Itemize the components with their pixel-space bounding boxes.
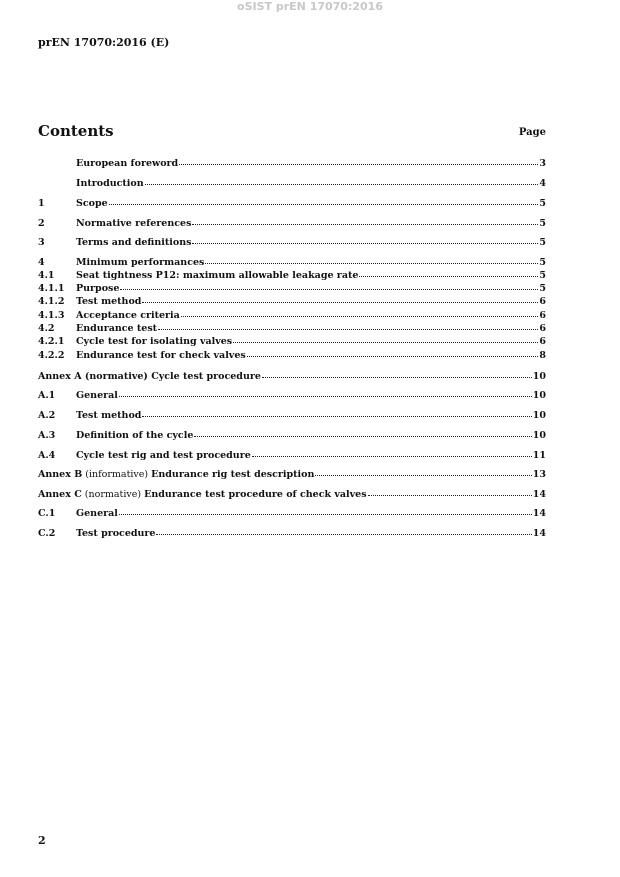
dot-leader — [181, 308, 539, 317]
toc-entry-number: 1 — [38, 198, 45, 209]
toc-entry-endurance-test[interactable] — [38, 322, 546, 334]
toc-entry-number: 4.1.1 — [38, 283, 65, 294]
toc-entry-page: 5 — [539, 257, 546, 268]
toc-entry-number: 4.2.1 — [38, 336, 65, 347]
toc-entry-number: A.3 — [38, 430, 56, 441]
dot-leader — [192, 216, 538, 225]
toc-entry-title: Terms and definitions — [76, 237, 192, 248]
toc-entry-number: C.2 — [38, 528, 56, 539]
toc-entry-page: 8 — [539, 350, 546, 361]
toc-entry-page: 10 — [532, 410, 546, 421]
toc-entry-title: Introduction — [76, 178, 144, 189]
toc-entry-page: 6 — [539, 296, 546, 307]
toc-entry-page: 6 — [539, 323, 546, 334]
dot-leader — [315, 467, 531, 476]
contents-title: Contents — [38, 122, 114, 140]
annex-type: (normative) — [81, 489, 145, 500]
toc-entry-terms-and-definitions[interactable] — [38, 236, 546, 248]
dot-leader — [142, 294, 538, 303]
document-header: prEN 17070:2016 (E) — [38, 36, 170, 49]
dot-leader — [194, 428, 531, 437]
page-column-label: Page — [518, 127, 546, 138]
toc-entry-title: Cycle test for isolating valves — [76, 336, 233, 347]
dot-leader — [359, 268, 538, 277]
toc-entry-a3-definition-of-cycle[interactable] — [38, 429, 546, 441]
dot-leader — [262, 369, 532, 378]
toc-entry-page: 14 — [532, 528, 546, 539]
toc-entry-number: C.1 — [38, 508, 56, 519]
toc-entry-number: A.2 — [38, 410, 56, 421]
dot-leader — [120, 281, 538, 290]
toc-entry-normative-references[interactable] — [38, 217, 546, 229]
dot-leader — [119, 388, 532, 397]
toc-entry-page: 5 — [539, 283, 546, 294]
toc-entry-title: Test method — [76, 296, 142, 307]
toc-entry-page: 10 — [532, 390, 546, 401]
toc-entry-title — [38, 469, 314, 481]
toc-entry-cycle-test-isolating-valves[interactable] — [38, 335, 546, 347]
annex-type: (informative) — [82, 469, 152, 480]
annex-label: Annex B — [38, 469, 83, 480]
toc-entry-annex-a[interactable] — [38, 370, 546, 382]
dot-leader — [205, 255, 538, 264]
toc-entry-title: Scope — [76, 198, 108, 209]
toc-entry-title: Purpose — [76, 283, 120, 294]
toc-entry-number: 4.1 — [38, 270, 55, 281]
toc-entry-title: Annex A (normative) Cycle test procedure — [38, 371, 261, 382]
toc-entry-title: Test method — [76, 410, 142, 421]
toc-entry-number: 4.2.2 — [38, 350, 65, 361]
dot-leader — [109, 196, 539, 205]
toc-entry-page: 6 — [539, 310, 546, 321]
toc-entry-page: 10 — [532, 430, 546, 441]
dot-leader — [179, 156, 538, 165]
toc-entry-title: Cycle test rig and test procedure — [76, 450, 251, 461]
dot-leader — [252, 448, 532, 457]
toc-entry-number: 4.1.2 — [38, 296, 65, 307]
toc-entry-title: General — [76, 508, 118, 519]
toc-entry-page: 3 — [539, 158, 546, 169]
dot-leader — [142, 408, 531, 417]
toc-entry-number: 4.1.3 — [38, 310, 65, 321]
toc-entry-page: 5 — [539, 270, 546, 281]
toc-entry-title: Test procedure — [76, 528, 156, 539]
toc-entry-page: 11 — [532, 450, 546, 461]
dot-leader — [233, 334, 538, 343]
toc-entry-page: 5 — [539, 218, 546, 229]
toc-entry-introduction[interactable] — [38, 177, 546, 189]
toc-entry-title: Normative references — [76, 218, 192, 229]
dot-leader — [145, 176, 539, 185]
toc-entry-page: 5 — [539, 198, 546, 209]
toc-entry-minimum-performances[interactable] — [38, 256, 546, 268]
toc-entry-title: Seat tightness P12: maximum allowable leakage rate — [76, 270, 359, 281]
toc-entry-title: Definition of the cycle — [76, 430, 194, 441]
toc-entry-a2-test-method[interactable] — [38, 409, 546, 421]
toc-entry-page: 14 — [532, 508, 546, 519]
toc-entry-purpose[interactable] — [38, 282, 546, 294]
toc-entry-annex-b[interactable] — [38, 468, 546, 480]
page-number: 2 — [38, 834, 46, 847]
toc-entry-a4-cycle-test-rig[interactable] — [38, 449, 546, 461]
toc-entry-page: 14 — [532, 489, 546, 500]
dot-leader — [119, 506, 532, 515]
toc-entry-endurance-test-check-valves[interactable] — [38, 349, 546, 361]
annex-title: Endurance test procedure of check valves — [144, 489, 367, 500]
toc-entry-scope[interactable] — [38, 197, 546, 209]
dot-leader — [368, 487, 532, 496]
toc-entry-page: 6 — [539, 336, 546, 347]
toc-entry-page: 10 — [532, 371, 546, 382]
annex-title: Endurance rig test description — [151, 469, 315, 480]
watermark: oSIST prEN 17070:2016 — [237, 0, 383, 13]
toc-entry-acceptance-criteria[interactable] — [38, 309, 546, 321]
toc-entry-c1-general[interactable] — [38, 507, 546, 519]
toc-entry-title — [38, 489, 367, 501]
toc-entry-annex-c[interactable] — [38, 488, 546, 500]
toc-entry-title: Acceptance criteria — [76, 310, 180, 321]
toc-entry-number: 4 — [38, 257, 45, 268]
toc-entry-number: 3 — [38, 237, 45, 248]
toc-entry-page: 13 — [532, 469, 546, 480]
toc-entry-european-foreword[interactable] — [38, 157, 546, 169]
toc-entry-number: A.4 — [38, 450, 56, 461]
dot-leader — [247, 348, 539, 357]
toc-entry-page: 4 — [539, 178, 546, 189]
toc-entry-a1-general[interactable] — [38, 389, 546, 401]
toc-entry-seat-tightness[interactable] — [38, 269, 546, 281]
toc-entry-number: 2 — [38, 218, 45, 229]
toc-entry-c2-test-procedure[interactable] — [38, 527, 546, 539]
dot-leader — [158, 321, 538, 330]
toc-entry-title: Endurance test — [76, 323, 158, 334]
toc-entry-test-method[interactable] — [38, 295, 546, 307]
dot-leader — [192, 235, 538, 244]
toc-entry-title: General — [76, 390, 118, 401]
toc-entry-number: 4.2 — [38, 323, 55, 334]
toc-entry-number: A.1 — [38, 390, 56, 401]
toc-entry-title: European foreword — [76, 158, 179, 169]
dot-leader — [156, 526, 531, 535]
annex-label: Annex C — [38, 489, 82, 500]
toc-entry-page: 5 — [539, 237, 546, 248]
toc-entry-title: Endurance test for check valves — [76, 350, 246, 361]
toc-entry-title: Minimum performances — [76, 257, 205, 268]
